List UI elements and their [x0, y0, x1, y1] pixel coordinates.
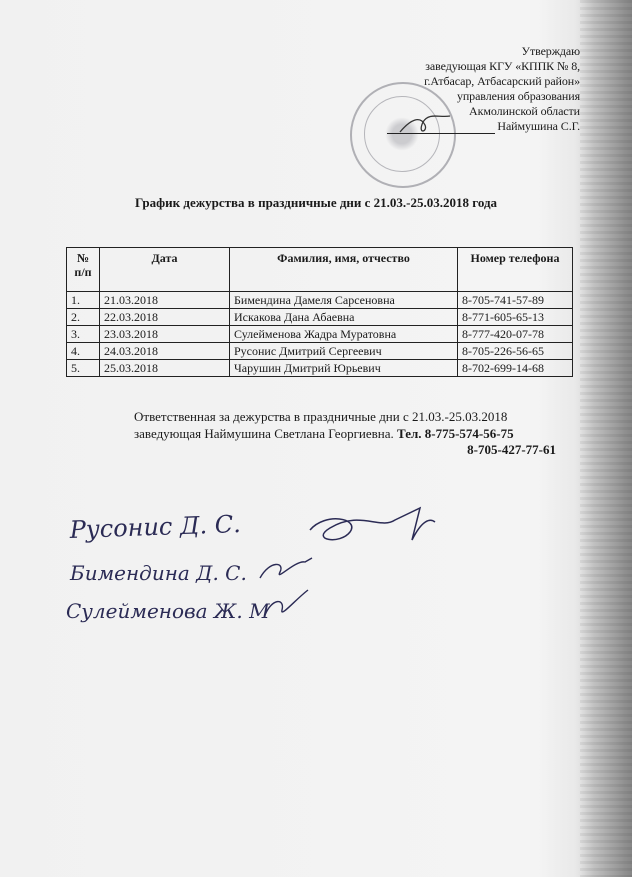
approval-line: Акмолинской области: [469, 104, 580, 118]
responsible-line-2: [134, 425, 514, 442]
approval-signer: Наймушина С.Г.: [497, 119, 580, 133]
responsible-person: заведующая Наймушина Светлана Георгиевна.: [134, 426, 394, 441]
cell-date: 21.03.2018: [100, 292, 230, 309]
page-title: График дежурства в праздничные дни с 21.03.-25.03.2018 года: [134, 195, 498, 210]
scan-edge-shadow: [580, 0, 632, 877]
table-row: [67, 360, 573, 377]
header-name: Фамилия, имя, отчество: [230, 248, 458, 292]
table-row: [67, 326, 573, 343]
cell-date: 23.03.2018: [100, 326, 230, 343]
cell-number: 3.: [67, 326, 100, 343]
cell-name: Сулейменова Жадра Муратовна: [230, 326, 458, 343]
approval-line: г.Атбасар, Атбасарский район»: [424, 74, 580, 88]
cell-phone: 8-705-741-57-89: [458, 292, 573, 309]
header-date: Дата: [100, 248, 230, 292]
approval-line: Утверждаю: [521, 44, 580, 58]
handwritten-signature: Сулейменова Ж. М: [66, 599, 270, 623]
header-number: № п/п: [67, 248, 100, 292]
cell-name: Искакова Дана Абаевна: [230, 309, 458, 326]
cell-name: Чарушин Дмитрий Юрьевич: [230, 360, 458, 377]
cell-phone: 8-771-605-65-13: [458, 309, 573, 326]
handwritten-signature: Бимендина Д. С.: [70, 561, 247, 585]
cell-phone: 8-777-420-07-78: [458, 326, 573, 343]
approval-line: управления образования: [456, 89, 580, 103]
cell-name: Бимендина Дамеля Сарсеновна: [230, 292, 458, 309]
cell-number: 4.: [67, 343, 100, 360]
cell-date: 25.03.2018: [100, 360, 230, 377]
handwritten-signatures: [60, 500, 460, 640]
cell-date: 22.03.2018: [100, 309, 230, 326]
handwritten-signature: Русонис Д. С.: [69, 510, 242, 544]
responsible-phone: Тел. 8-775-574-56-75: [397, 426, 514, 441]
responsible-phone-2: 8-705-427-77-61: [467, 442, 556, 457]
cell-number: 1.: [67, 292, 100, 309]
head-signature: [395, 110, 455, 140]
cell-number: 2.: [67, 309, 100, 326]
table-row: [67, 309, 573, 326]
table-row: [67, 292, 573, 309]
cell-phone: 8-702-699-14-68: [458, 360, 573, 377]
cell-name: Русонис Дмитрий Сергеевич: [230, 343, 458, 360]
table-row: [67, 343, 573, 360]
responsible-line-1: Ответственная за дежурства в праздничные дни с 21.03.-25.03.2018: [134, 409, 508, 424]
duty-schedule-table: [66, 247, 573, 377]
responsible-block: [134, 408, 514, 442]
cell-number: 5.: [67, 360, 100, 377]
cell-date: 24.03.2018: [100, 343, 230, 360]
cell-phone: 8-705-226-56-65: [458, 343, 573, 360]
approval-line: заведующая КГУ «КППК № 8,: [425, 59, 580, 73]
header-phone: Номер телефона: [458, 248, 573, 292]
table-header-row: [67, 248, 573, 292]
